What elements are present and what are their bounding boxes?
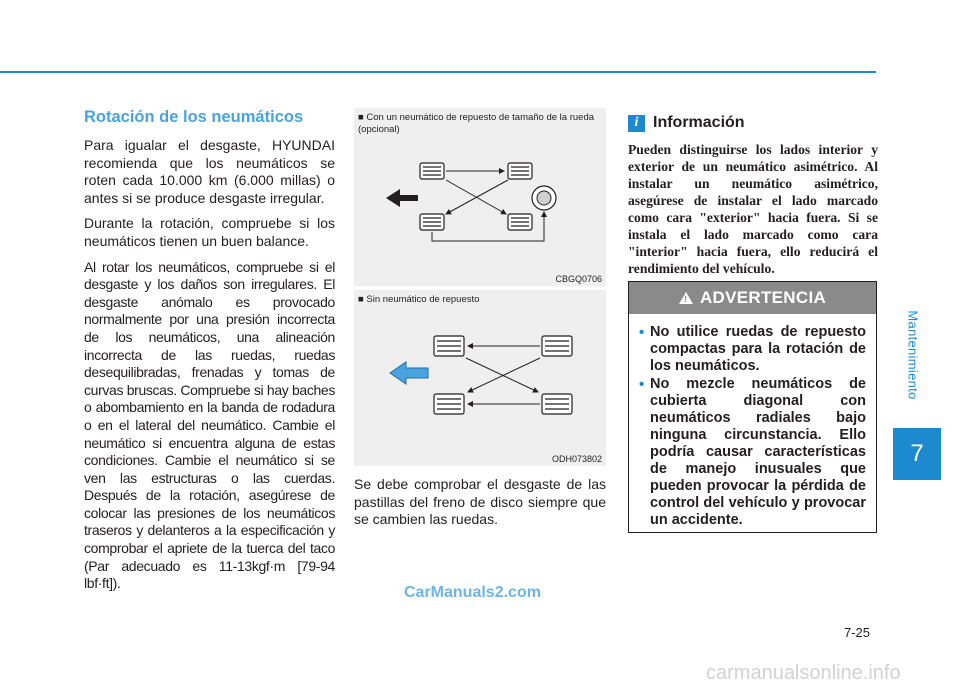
warning-item: • No mezcle neumáticos de cubierta diagonal con neumáticos radiales bajo ninguna circunstancia. Ello podría causar características de manejo inusuales que pueden provocar la pérdida de control del vehículo y provocar un accidente. bbox=[639, 376, 866, 528]
warning-header bbox=[629, 282, 876, 314]
tire-icon bbox=[420, 214, 444, 230]
front-direction-icon bbox=[390, 362, 428, 384]
info-section bbox=[628, 114, 878, 277]
figure-with-spare bbox=[354, 108, 606, 286]
tire-icon bbox=[420, 163, 444, 179]
figures-column bbox=[354, 108, 606, 529]
info-header bbox=[628, 114, 878, 132]
figure-code: CBGQ0706 bbox=[555, 274, 602, 284]
rotation-arrows bbox=[466, 346, 540, 404]
info-title: Información bbox=[653, 114, 745, 131]
rotation-section bbox=[84, 108, 335, 601]
rotation-diagram-with-spare bbox=[354, 108, 606, 286]
bullet-icon: • bbox=[639, 324, 645, 341]
paragraph-3: Al rotar los neumáticos, compruebe si el desgaste y los daños son irregulares. El desgaste anómalo es provocado normalmente por una presión incorrecta de los neumáticos, una alineación incorrecta de las ruedas, ruedas desequilibradas, frenadas y tomas de curvas bruscas. Compruebe si hay baches o abombamiento en la banda de rodadura o en el lateral del neumático. Cambie el neumático si encuentra alguna de estas condiciones. Cambie el neumático si se ven las estructuras o las cuerdas. Después de la rotación, asegúrese de colocar las presiones de los neumáticos traseros y delanteros a la especificación y comprobar el apriete de la tuerca del taco (Par adecuado es 11-13kgf·m [79-94 lbf·ft]). bbox=[84, 258, 335, 592]
warning-title: ADVERTENCIA bbox=[699, 288, 827, 307]
warning-list bbox=[629, 314, 876, 529]
figure-without-spare bbox=[354, 290, 606, 466]
tire-icon bbox=[508, 214, 532, 230]
warning-box bbox=[628, 281, 877, 533]
figure-code: ODH073802 bbox=[551, 454, 602, 464]
info-icon: i bbox=[628, 115, 645, 132]
figure-caption: ■ Con un neumático de repuesto de tamaño de la rueda (opcional) bbox=[358, 112, 595, 135]
front-direction-icon bbox=[386, 189, 418, 207]
paragraph-2: Durante la rotación, compruebe si los neumáticos tienen un buen balance. bbox=[84, 215, 335, 249]
paragraph-1: Para igualar el desgaste, HYUNDAI recomienda que los neumáticos se roten cada 10.000 km (6.000 millas) o antes si se produce desgaste irregular. bbox=[84, 137, 335, 206]
spare-wheel-icon bbox=[532, 186, 556, 210]
brake-note: Se debe comprobar el desgaste de las pastillas del freno de disco siempre que se cambien las ruedas. bbox=[354, 476, 606, 528]
rotation-diagram-without-spare bbox=[354, 290, 606, 466]
warning-item: • No utilice ruedas de repuesto compactas para la rotación de los neumáticos. bbox=[639, 324, 866, 374]
bullet-icon: • bbox=[639, 376, 645, 393]
section-title: Rotación de los neumáticos bbox=[84, 108, 304, 126]
chapter-tab: 7 bbox=[893, 428, 941, 480]
tire-icon bbox=[542, 394, 572, 414]
tire-icon bbox=[434, 336, 464, 356]
page-number: 7-25 bbox=[844, 625, 871, 640]
figure-caption: ■ Sin neumático de repuesto bbox=[358, 294, 480, 305]
tire-icon bbox=[542, 336, 572, 356]
watermark-footer: carmanualsonline.info bbox=[706, 662, 901, 684]
warning-icon: ! bbox=[679, 292, 693, 304]
chapter-side-label: Mantenimiento bbox=[905, 310, 921, 400]
watermark-link[interactable]: CarManuals2.com bbox=[404, 584, 541, 601]
header-rule bbox=[0, 71, 876, 73]
info-text: Pueden distinguirse los lados interior y exterior de un neumático asimétrico. Al instalar un neumático asimétrico, asegúrese de instalar el lado marcado como cara "exterior" hacia fuera. Si se instala el lado marcado como cara "interior" hacia fuera, ello reducirá el rendimiento del vehículo. bbox=[628, 142, 878, 276]
tire-icon bbox=[508, 163, 532, 179]
tire-icon bbox=[434, 394, 464, 414]
